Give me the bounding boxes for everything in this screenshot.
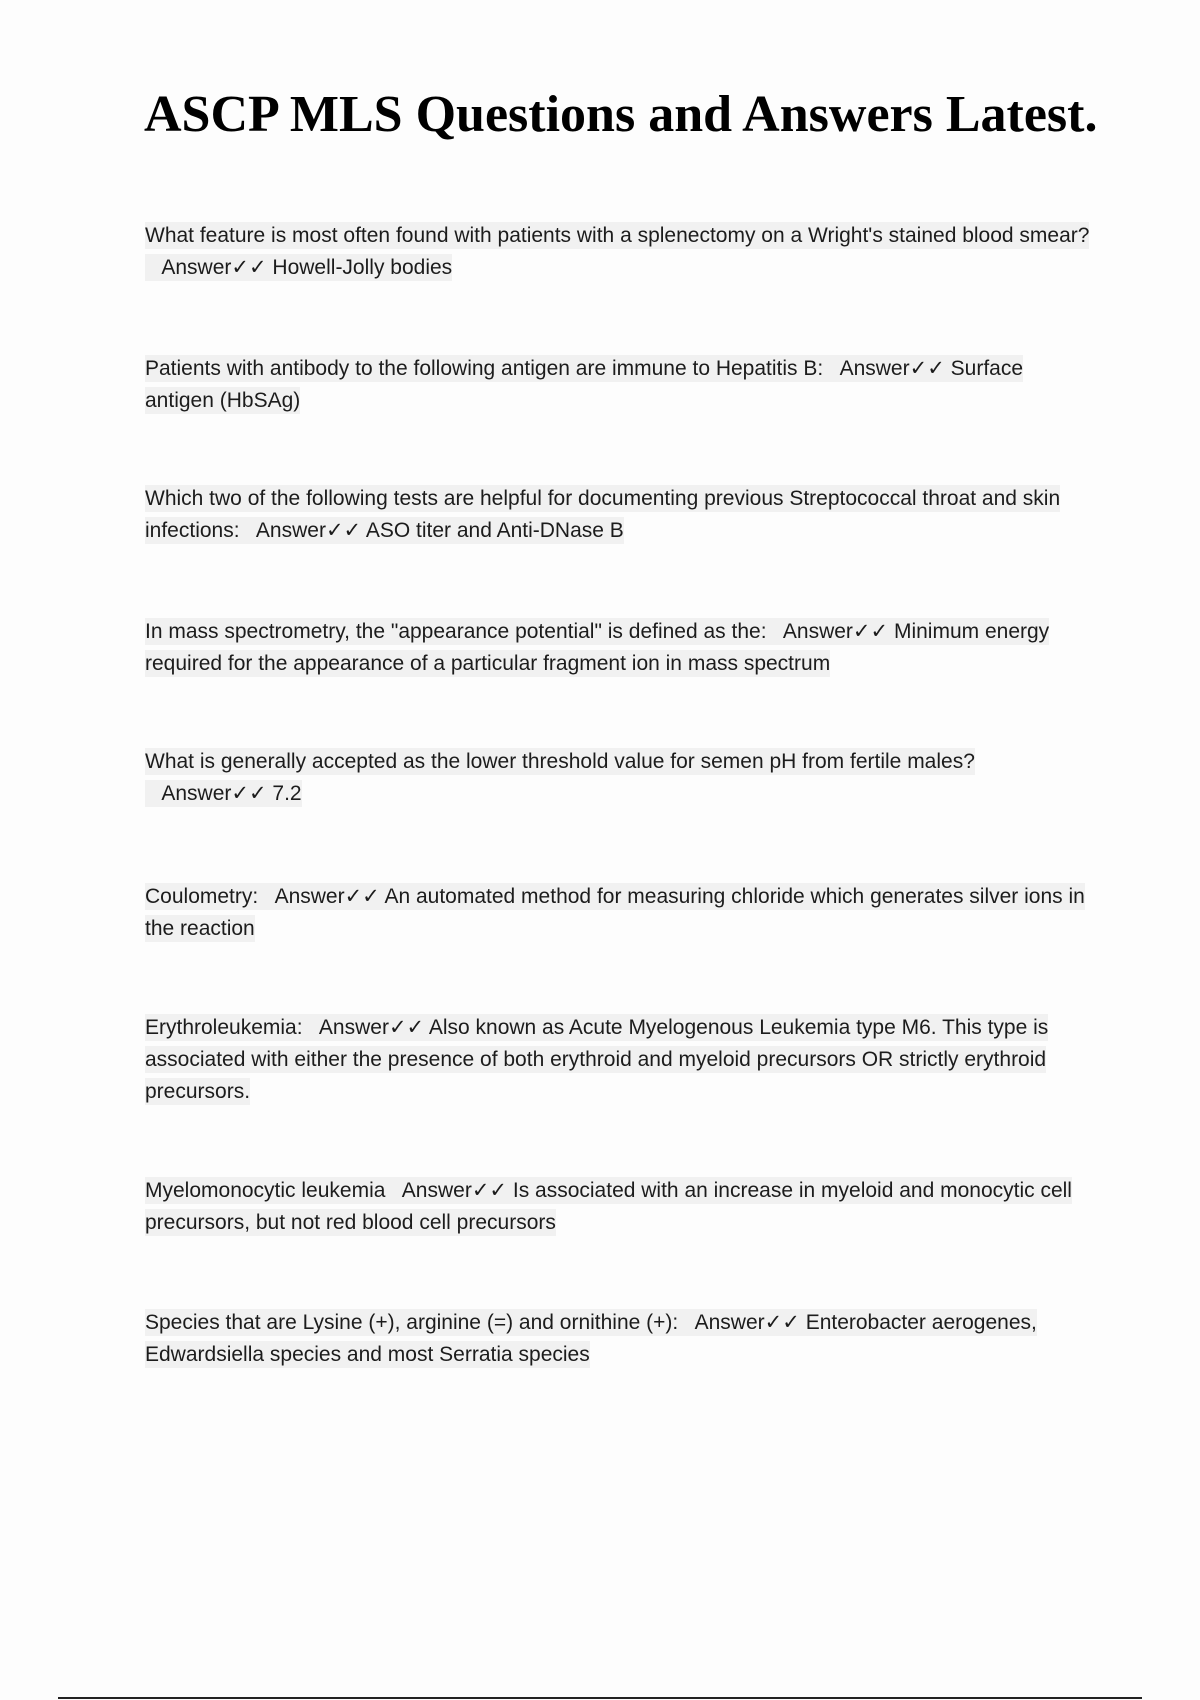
qa-item-4 (145, 616, 1095, 680)
answer-label: Answer✓✓ (694, 1311, 800, 1334)
qa-item-highlight (145, 1177, 1072, 1236)
answer-text: Also known as Acute Myelogenous Leukemia type M6. This type is associated with either the presence of both erythroid and myeloid precursors OR strictly erythroid precursors. (145, 1016, 1049, 1103)
footer-divider (58, 1697, 1142, 1699)
question-text: Species that are Lysine (+), arginine (=) and ornithine (+): (145, 1311, 679, 1334)
answer-label: Answer✓✓ (401, 1179, 508, 1202)
qa-item-highlight (145, 748, 975, 807)
qa-item-highlight (145, 1309, 1037, 1368)
question-text: What is generally accepted as the lower threshold value for semen pH from fertile males? (145, 750, 975, 773)
qa-item-highlight (145, 1014, 1048, 1105)
answer-text: Howell-Jolly bodies (272, 256, 453, 279)
qa-item-highlight (145, 355, 1023, 414)
answer-label: Answer✓✓ (318, 1016, 425, 1039)
qa-item-highlight (145, 222, 1089, 281)
question-text: Erythroleukemia: (145, 1016, 303, 1039)
qa-item-1 (145, 220, 1095, 284)
question-text: What feature is most often found with patients with a splenectomy on a Wright's stained blood smear? (145, 224, 1090, 247)
qa-item-5 (145, 746, 1095, 810)
qa-item-6 (145, 881, 1095, 945)
qa-item-highlight (145, 883, 1085, 942)
question-text: Myelomonocytic leukemia (145, 1179, 386, 1202)
answer-label: Answer✓✓ (255, 519, 362, 542)
answer-label: Answer✓✓ (839, 357, 945, 380)
answer-label: Answer✓✓ (274, 885, 380, 908)
qa-item-7 (145, 1012, 1095, 1108)
answer-label: Answer✓✓ (161, 256, 267, 279)
answer-label: Answer✓✓ (782, 620, 889, 643)
answer-text: 7.2 (272, 782, 302, 805)
qa-item-highlight (145, 618, 1049, 677)
answer-text: Is associated with an increase in myeloid and monocytic cell precursors, but not red blood cell precursors (145, 1179, 1072, 1234)
answer-text: Minimum energy required for the appearance of a particular fragment ion in mass spectrum (145, 620, 1050, 675)
answer-text: An automated method for measuring chloride which generates silver ions in the reaction (145, 885, 1085, 940)
answer-text: ASO titer and Anti-DNase B (365, 519, 624, 542)
qa-item-3 (145, 483, 1095, 547)
answer-text: Surface antigen (HbSAg) (145, 357, 1024, 412)
qa-item-8 (145, 1175, 1095, 1239)
answer-label: Answer✓✓ (161, 782, 267, 805)
qa-item-2 (145, 353, 1095, 417)
answer-text: Enterobacter aerogenes, Edwardsiella species and most Serratia species (145, 1311, 1037, 1366)
question-text: Patients with antibody to the following antigen are immune to Hepatitis B: (145, 357, 824, 380)
question-text: Which two of the following tests are helpful for documenting previous Streptococcal throat and skin infections: (145, 487, 1061, 542)
qa-item-highlight (145, 485, 1060, 544)
question-text: Coulometry: (145, 885, 259, 908)
question-text: In mass spectrometry, the "appearance potential" is defined as the: (145, 620, 767, 643)
document-title: ASCP MLS Questions and Answers Latest. (144, 86, 1098, 143)
qa-item-9 (145, 1307, 1095, 1371)
